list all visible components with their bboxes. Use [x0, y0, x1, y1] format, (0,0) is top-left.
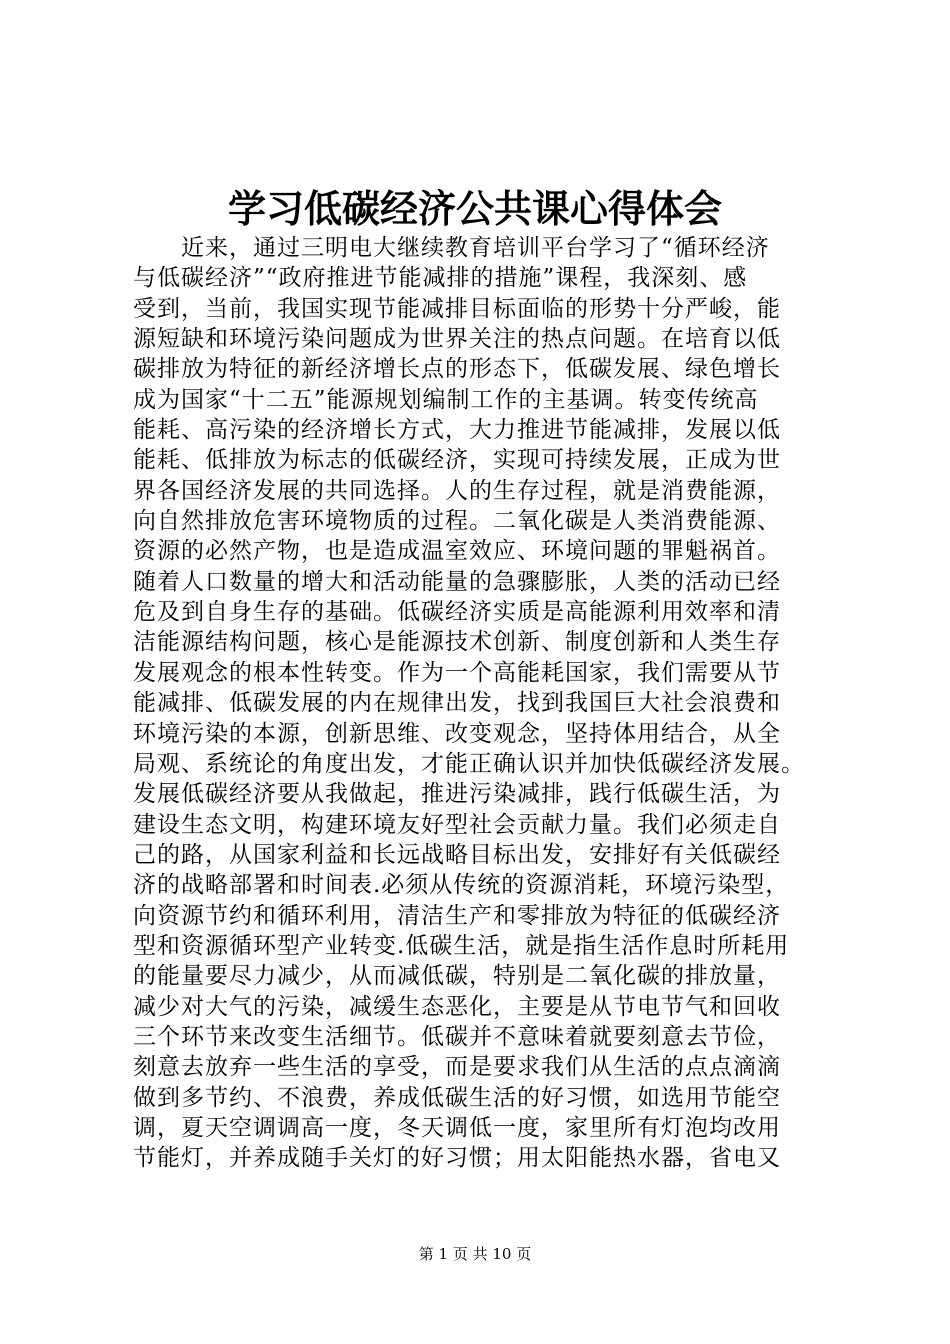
body-line: 洁能源结构问题，核心是能源技术创新、制度创新和人类生存 [133, 629, 781, 656]
document-body [133, 233, 823, 1174]
body-line: 能耗、低排放为标志的低碳经济，实现可持续发展，正成为世 [133, 447, 781, 474]
body-line: 危及到自身生存的基础。低碳经济实质是高能源利用效率和清 [133, 599, 781, 626]
body-line: 发展低碳经济要从我做起，推进污染减排，践行低碳生活，为 [133, 781, 781, 808]
body-line: 近来，通过三明电大继续教育培训平台学习了“循环经济 [181, 235, 770, 261]
body-line: 发展观念的根本性转变。作为一个高能耗国家，我们需要从节 [133, 659, 781, 686]
body-line: 向自然排放危害环境物质的过程。二氧化碳是人类消费能源、 [133, 508, 781, 535]
body-line: 的能量要尽力减少，从而减低碳，特别是二氧化碳的排放量， [133, 963, 781, 990]
body-line: 随着人口数量的增大和活动能量的急骤膨胀，人类的活动已经 [133, 568, 781, 595]
body-line: 碳排放为特征的新经济增长点的形态下，低碳发展、绿色增长 [133, 356, 781, 383]
body-line: 环境污染的本源，创新思维、改变观念，坚持体用结合，从全 [133, 720, 781, 747]
body-line: 界各国经济发展的共同选择。人的生存过程，就是消费能源， [133, 477, 781, 504]
body-line: 成为国家“十二五”能源规划编制工作的主基调。转变传统高 [133, 386, 759, 413]
body-line: 减少对大气的污染，减缓生态恶化，主要是从节电节气和回收 [133, 993, 781, 1020]
body-line: 调，夏天空调调高一度，冬天调低一度，家里所有灯泡均改用 [133, 1114, 781, 1141]
body-line: 刻意去放弃一些生活的享受，而是要求我们从生活的点点滴滴 [133, 1054, 781, 1081]
body-line: 受到，当前，我国实现节能减排目标面临的形势十分严峻，能 [133, 295, 781, 322]
document-title: 学习低碳经济公共课心得体会 [227, 186, 722, 231]
body-line: 能减排、低碳发展的内在规律出发，找到我国巨大社会浪费和 [133, 690, 781, 717]
body-line: 济的战略部署和时间表.必须从传统的资源消耗，环境污染型， [133, 872, 790, 899]
body-line: 己的路，从国家利益和长远战略目标出发，安排好有关低碳经 [133, 841, 781, 868]
body-line: 源短缺和环境污染问题成为世界关注的热点问题。在培育以低 [133, 326, 781, 353]
body-line: 向资源节约和循环利用，清洁生产和零排放为特征的低碳经济 [133, 902, 781, 929]
page-number: 第 1 页 共 10 页 [418, 1245, 532, 1263]
body-line: 三个环节来改变生活细节。低碳并不意味着就要刻意去节俭， [133, 1023, 781, 1050]
body-line: 型和资源循环型产业转变.低碳生活，就是指生活作息时所耗用 [133, 932, 790, 959]
body-line: 做到多节约、不浪费，养成低碳生活的好习惯，如选用节能空 [133, 1084, 781, 1111]
body-line: 能耗、高污染的经济增长方式，大力推进节能减排，发展以低 [133, 417, 781, 444]
body-line: 与低碳经济”“政府推进节能减排的措施”课程，我深刻、感 [133, 265, 748, 292]
body-line: 局观、系统论的角度出发，才能正确认识并加快低碳经济发展。 [133, 750, 805, 777]
body-line: 建设生态文明，构建环境友好型社会贡献力量。我们必须走自 [133, 811, 781, 838]
body-line: 资源的必然产物，也是造成温室效应、环境问题的罪魁祸首。 [133, 538, 781, 565]
body-line: 节能灯，并养成随手关灯的好习惯；用太阳能热水器，省电又 [133, 1145, 781, 1172]
